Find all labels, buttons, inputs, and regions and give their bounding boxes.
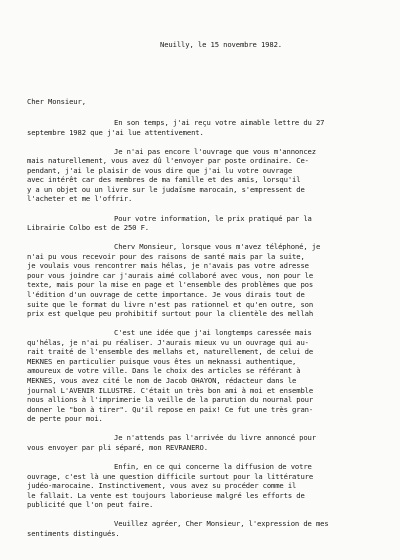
- paragraph: [0, 118, 400, 137]
- text-line: Veuillez agréer, Cher Monsieur, l'expression de mes: [114, 519, 329, 529]
- text-line: Je n'ai pas encore l'ouvrage que vous m'annoncez: [114, 146, 316, 156]
- text-line: publicité que l'on peut faire.: [27, 500, 154, 510]
- text-line: vous envoyer par pli séparé, mon REVRANERO.: [27, 442, 208, 452]
- text-line: texte, mais pour la mise en page et l'ensemble des problèmes que pos: [27, 280, 314, 290]
- paragraph: [0, 242, 400, 318]
- text-line: Enfin, en ce qui concerne la diffusion de votre: [114, 461, 312, 471]
- text-line: qu'hélas, je n'ai pu réaliser. J'aurais mieux vu un ouvrage qui au-: [27, 337, 309, 347]
- text-line: donner le "bon à tirer". Qu'il repose en paix! Ce fut une très gran-: [27, 404, 314, 414]
- text-line: ouvrage, c'est là une question difficile surtout pour la littérature: [27, 471, 314, 481]
- text-line: y a un objet ou un livre sur le judaïsme marocain, s'empressent de: [27, 184, 305, 194]
- text-line: Cherv Monsieur, lorsque vous m'avez téléphoné, je: [114, 242, 321, 252]
- paragraph: [0, 462, 400, 510]
- text-line: journal L'AVENIR ILLUSTRE. C'était un très bon ami à moi et ensemble: [27, 385, 314, 395]
- paragraph: [0, 328, 400, 423]
- text-line: je voulais vous rencontrer mais hélas, je n'avais pas votre adresse: [27, 261, 309, 271]
- text-line: pour vous joindre car j'aurais aimé collaboré avec vous, non pour le: [27, 270, 314, 280]
- text-line: de perte pour moi.: [27, 414, 103, 424]
- text-line: rait traité de l'ensemble des mellahs et, naturellement, de celui de: [27, 347, 314, 357]
- salutation: Cher Monsieur,: [27, 97, 86, 106]
- text-line: amoureux de votre ville. Dans le choix des articles se référant à: [27, 366, 301, 376]
- text-line: judéo-marocaine. Instinctivement, vous avez su procéder comme il: [27, 481, 297, 491]
- text-line: l'édition d'un ouvrage de cette importance. Je vous dirais tout de: [27, 289, 305, 299]
- text-line: Je n'attends pas l'arrivée du livre annoncé pour: [114, 433, 316, 443]
- text-line: mais naturellement, vous avez dû l'envoyer par poste ordinaire. Ce-: [27, 156, 309, 166]
- text-line: MEKNES, vous avez cité le nom de Jacob OHAYON, rédacteur dans le: [27, 375, 297, 385]
- text-line: En son temps, j'ai reçu votre aimable lettre du 27: [114, 118, 325, 127]
- text-line: avec intérêt car des membres de ma famille et des amis, lorsqu'il: [27, 175, 301, 185]
- text-line: nous allions à l'imprimerie la veille de la parution du nournal pour: [27, 395, 314, 405]
- paragraph: [0, 433, 400, 452]
- text-line: Librairie Colbo est de 250 F.: [27, 223, 150, 233]
- text-line: sentiments distingués.: [27, 528, 120, 538]
- text-line: MEKNES en particulier puisque vous êtes un meknassi authentique,: [27, 356, 297, 366]
- paragraph: [0, 147, 400, 204]
- paragraph: [0, 519, 400, 538]
- date-line: Neuilly, le 15 novembre 1982.: [160, 40, 283, 49]
- text-line: le fallait. La vente est toujours laborieuse malgré les efforts de: [27, 490, 305, 500]
- text-line: n'ai pu vous recevoir pour des raisons de santé mais par la suite,: [27, 251, 305, 261]
- text-line: C'est une idée que j'ai longtemps caressée mais: [114, 328, 312, 338]
- text-line: prix est quelque peu prohibitif surtout pour la clientèle des mellah: [27, 309, 314, 319]
- text-line: pendant, j'ai le plaisir de vous dire que j'ai lu votre ouvrage: [27, 165, 293, 175]
- letter-body: [0, 118, 400, 548]
- text-line: Pour votre information, le prix pratiqué par la: [114, 213, 312, 223]
- paragraph: [0, 214, 400, 233]
- text-line: septembre 1982 que j'ai lue attentivement.: [27, 127, 204, 137]
- text-line: suite que le format du livre n'est pas rationnel et qu'en outre, son: [27, 299, 314, 309]
- text-line: l'acheter et me l'offrir.: [27, 194, 133, 204]
